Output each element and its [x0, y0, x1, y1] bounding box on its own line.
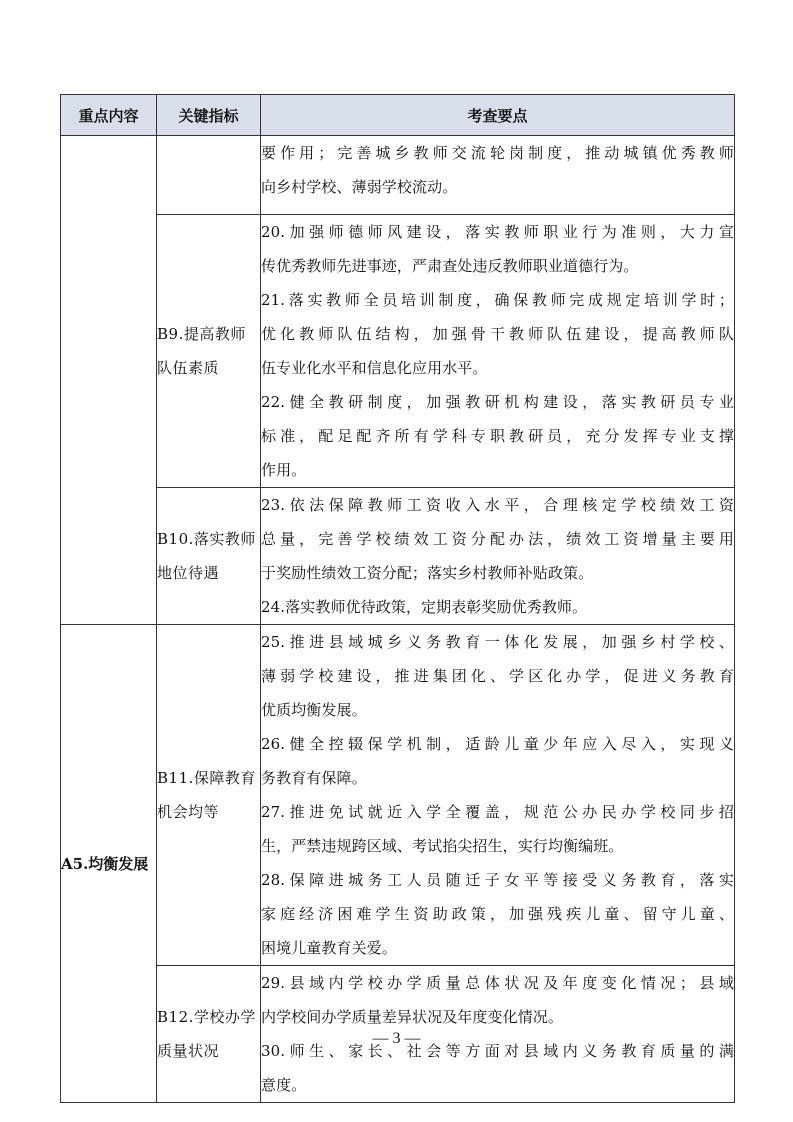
key-indicator-b9: B9.提高教师队伍素质 [157, 215, 261, 488]
header-key-indicator: 关键指标 [157, 95, 261, 136]
points-cell [261, 488, 735, 625]
point-line: 优化教师队伍结构，加强骨干教师队伍建设，提高教师队 [261, 325, 734, 343]
table-row [61, 136, 735, 215]
evaluation-table [60, 94, 735, 1103]
point-line: 意度。 [261, 1076, 307, 1094]
point-line: 薄弱学校建设，推进集团化、学区化办学，促进义务教育 [261, 667, 734, 685]
table-row [61, 625, 735, 966]
point-line: 于奖励性绩效工资分配；落实乡村教师补贴政策。 [261, 564, 594, 582]
point-line: 23.依法保障教师工资收入水平，合理核定学校绩效工资 [261, 496, 734, 514]
point-line: 26.健全控辍保学机制，适龄儿童少年应入尽入，实现义 [261, 735, 734, 753]
table-row [61, 488, 735, 625]
point-line: 伍专业化水平和信息化应用水平。 [261, 359, 488, 377]
key-indicator-b11: B11.保障教育机会均等 [157, 625, 261, 966]
points-cell [261, 215, 735, 488]
table-row [61, 215, 735, 488]
page-number: — 3 — [372, 1030, 421, 1047]
points-cell [261, 625, 735, 966]
point-line: 21.落实教师全员培训制度，确保教师完成规定培训学时； [261, 291, 734, 309]
key-cell-continued [157, 136, 261, 215]
point-line: 困境儿童教育关爱。 [261, 939, 397, 957]
point-line: 优质均衡发展。 [261, 701, 367, 719]
point-line: 28.保障进城务工人员随迁子女平等接受义务教育，落实 [261, 871, 734, 889]
key-indicator-b10: B10.落实教师地位待遇 [157, 488, 261, 625]
point-line: 29.县域内学校办学质量总体状况及年度变化情况；县域 [261, 974, 734, 992]
point-line: 家庭经济困难学生资助政策，加强残疾儿童、留守儿童、 [261, 905, 734, 923]
point-line: 30.师生、家长、社会等方面对县域内义务教育质量的满 [261, 1042, 734, 1060]
point-line: 标准，配足配齐所有学科专职教研员，充分发挥专业支撑 [261, 427, 734, 445]
point-line: 22.健全教研制度，加强教研机构建设，落实教研员专业 [261, 393, 734, 411]
point-line: 作用。 [261, 461, 307, 479]
point-line: 20.加强师德师风建设，落实教师职业行为准则，大力宣 [261, 223, 734, 241]
header-review-points: 考查要点 [261, 95, 735, 136]
point-line: 总量，完善学校绩效工资分配办法，绩效工资增量主要用 [261, 530, 734, 548]
point-line: 向乡村学校、薄弱学校流动。 [261, 178, 458, 196]
point-line: 25.推进县域城乡义务教育一体化发展，加强乡村学校、 [261, 633, 734, 651]
section-a5-balanced-development: A5.均衡发展 [61, 625, 157, 1103]
point-line: 务教育有保障。 [261, 769, 367, 787]
points-cell [261, 136, 735, 215]
point-line: 内学校间办学质量差异状况及年度变化情况。 [261, 1008, 564, 1026]
table-header-row [61, 95, 735, 136]
header-key-content: 重点内容 [61, 95, 157, 136]
point-line: 要作用；完善城乡教师交流轮岗制度，推动城镇优秀教师 [261, 144, 734, 162]
key-indicator-b12: B12.学校办学质量状况 [157, 966, 261, 1103]
point-line: 27.推进免试就近入学全覆盖，规范公办民办学校同步招 [261, 803, 734, 821]
point-line: 生，严禁违规跨区域、考试掐尖招生，实行均衡编班。 [261, 837, 624, 855]
point-line: 24.落实教师优待政策，定期表彰奖励优秀教师。 [261, 598, 588, 616]
point-line: 传优秀教师先进事迹，严肃查处违反教师职业道德行为。 [261, 257, 639, 275]
section-cell-continued [61, 136, 157, 625]
